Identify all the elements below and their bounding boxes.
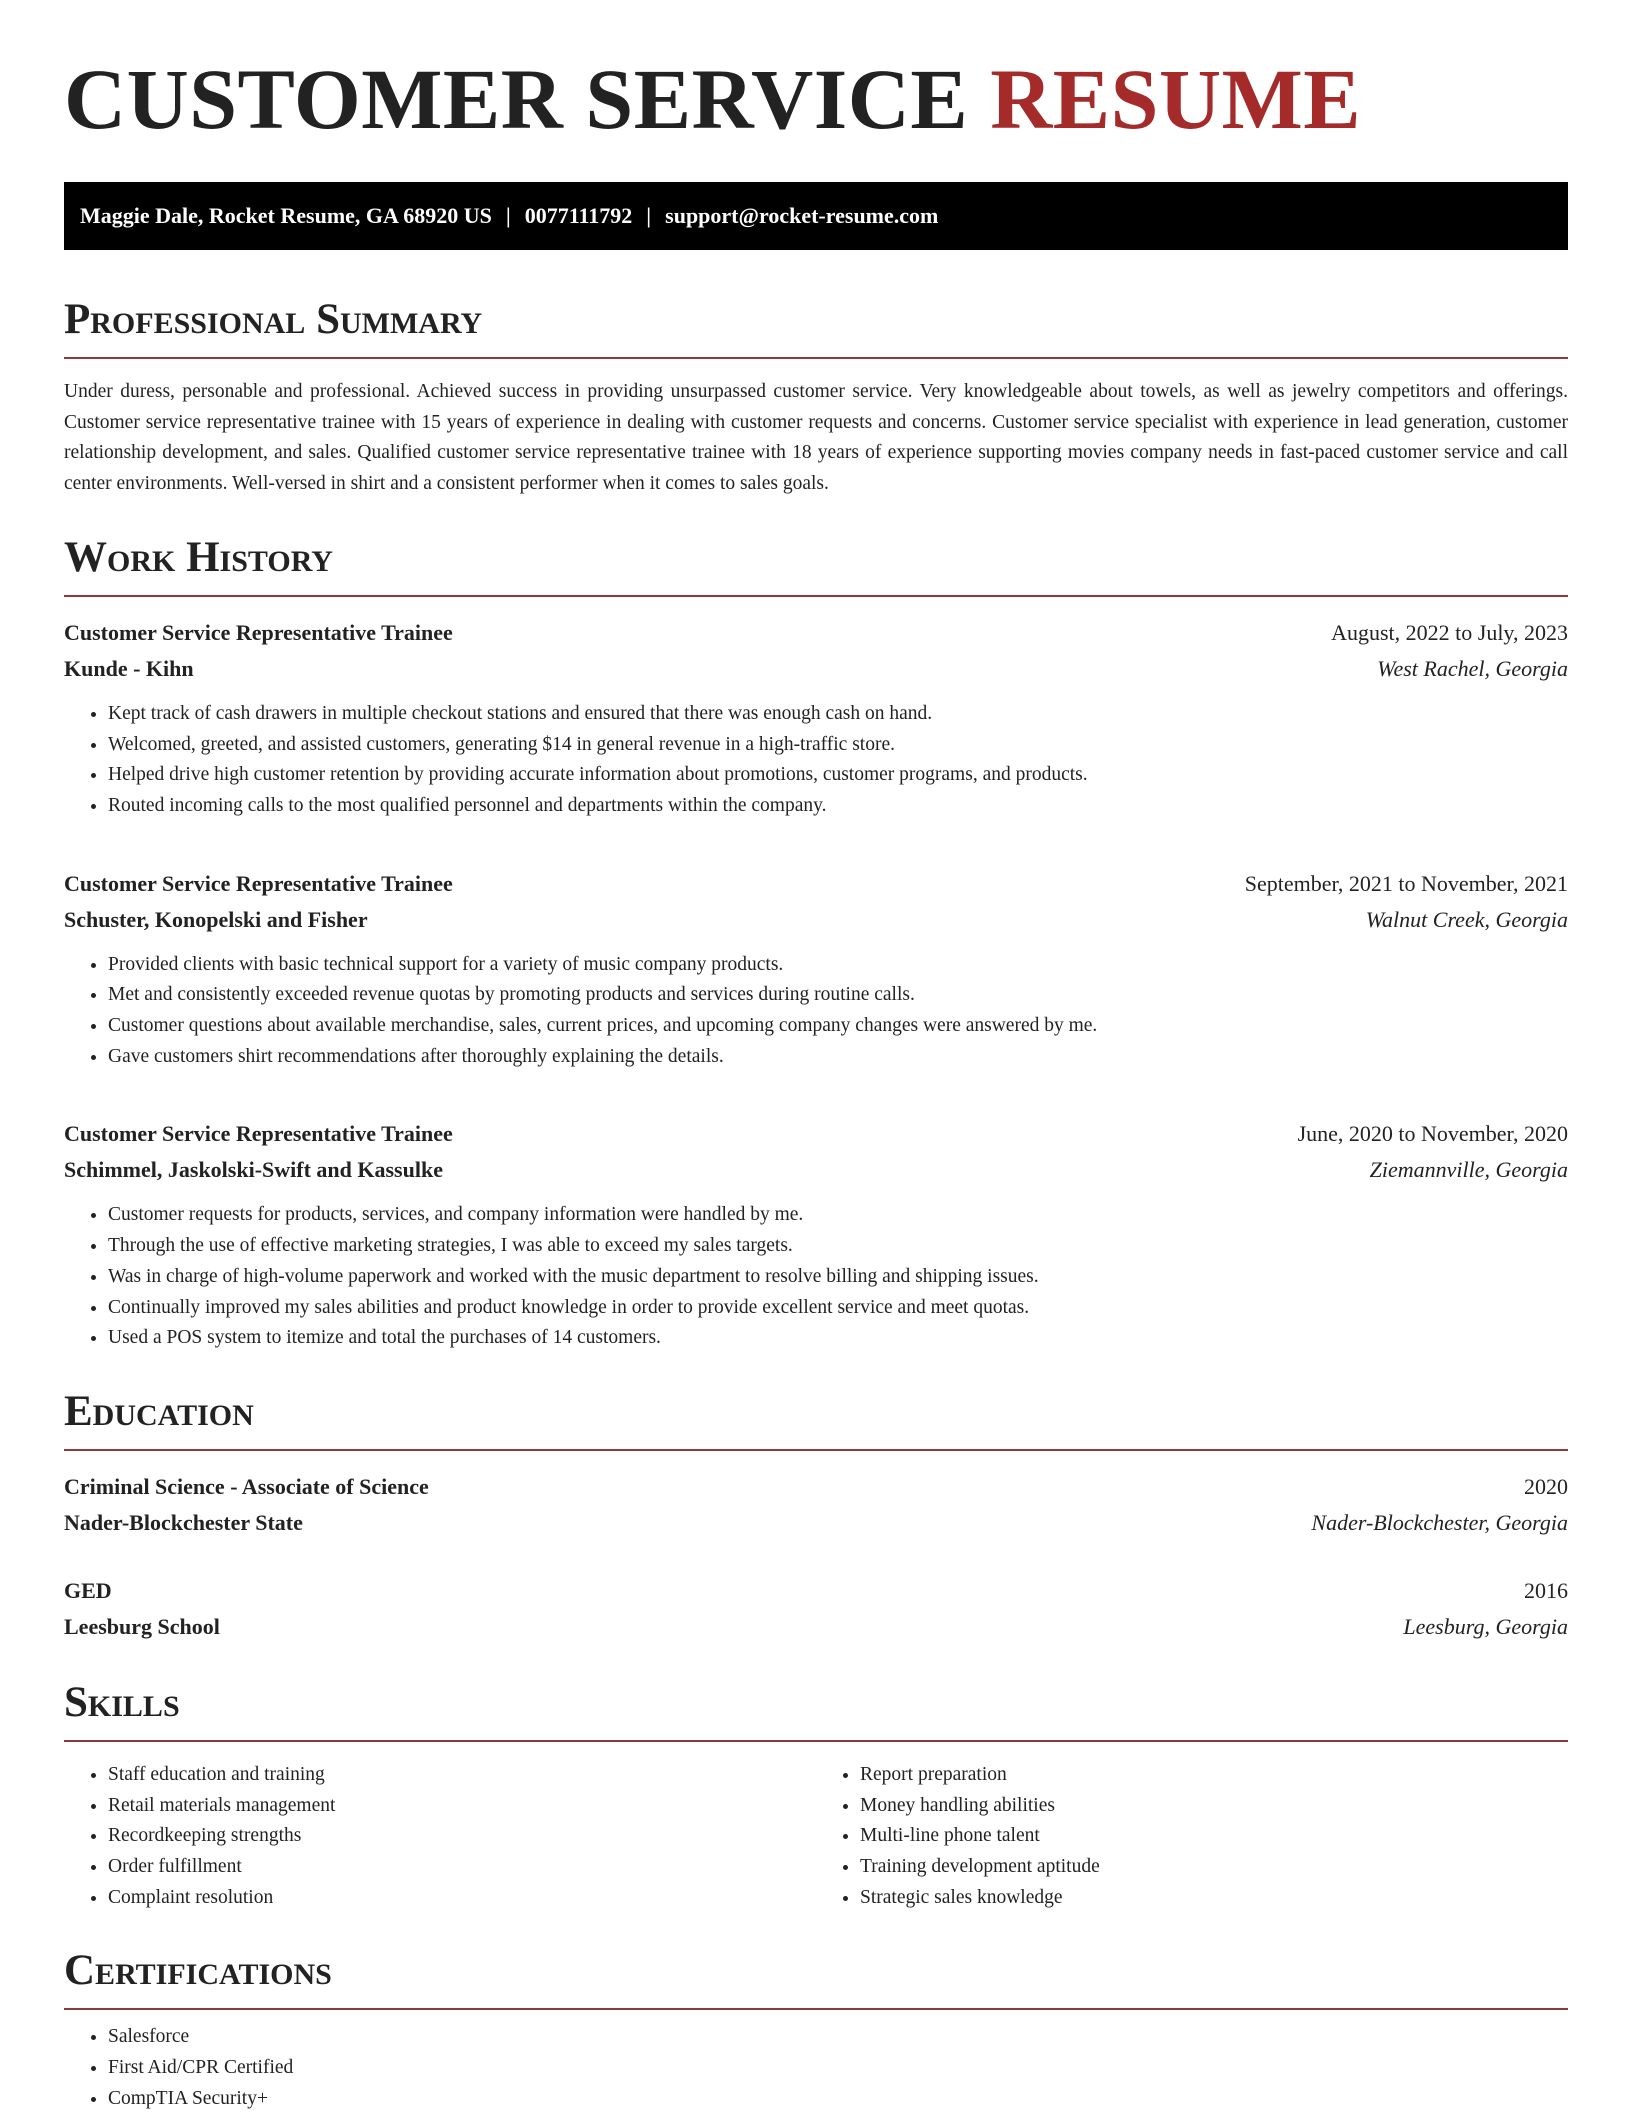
contact-phone: 0077111792	[524, 203, 633, 228]
skill-item: • Money handling abilities	[860, 1791, 1568, 1822]
education-year: 2016	[1524, 1577, 1568, 1603]
education-school: Leesburg School	[64, 1613, 220, 1639]
education-degree-row	[64, 1573, 1568, 1609]
skill-item: • Retail materials management	[108, 1791, 816, 1822]
education-school: Nader-Blockchester State	[64, 1509, 303, 1535]
job-company-row	[64, 651, 1568, 687]
education-year: 2020	[1524, 1473, 1568, 1499]
job-bullet: • Gave customers shirt recommendations after thoroughly explaining the details.	[108, 1042, 1568, 1073]
education-location: Nader-Blockchester, Georgia	[1311, 1509, 1568, 1535]
job-bullets	[64, 950, 1568, 1073]
section-divider	[64, 357, 1568, 359]
education-degree: GED	[64, 1577, 112, 1603]
job-bullet: • Met and consistently exceeded revenue quotas by promoting products and services during routine calls.	[108, 980, 1568, 1011]
education-location: Leesburg, Georgia	[1403, 1613, 1568, 1639]
skill-item: • Strategic sales knowledge	[860, 1883, 1568, 1914]
certifications-list	[64, 2022, 1568, 2114]
job-entry	[64, 615, 1568, 822]
job-bullet: • Welcomed, greeted, and assisted customers, generating $14 in general revenue in a high-traffic store.	[108, 730, 1568, 761]
skills-column-left	[64, 1760, 816, 1914]
section-heading-summary: Professional Summary	[64, 296, 483, 343]
job-bullet: • Customer requests for products, services, and company information were handled by me.	[108, 1200, 1568, 1231]
job-title: Customer Service Representative Trainee	[64, 619, 453, 645]
contact-bar	[64, 182, 1568, 250]
skills-column-right	[816, 1760, 1568, 1914]
job-bullets	[64, 1200, 1568, 1354]
education-degree: Criminal Science - Associate of Science	[64, 1473, 429, 1499]
job-bullet: • Provided clients with basic technical support for a variety of music company products.	[108, 950, 1568, 981]
job-entry	[64, 866, 1568, 1073]
skill-item: • Recordkeeping strengths	[108, 1821, 816, 1852]
resume-title	[64, 51, 1568, 147]
job-location: Ziemannville, Georgia	[1369, 1157, 1568, 1183]
section-heading-skills: Skills	[64, 1678, 180, 1726]
skill-item: • Multi-line phone talent	[860, 1821, 1568, 1852]
job-bullet: • Was in charge of high-volume paperwork and worked with the music department to resolve billing and shipping issues.	[108, 1262, 1568, 1293]
education-section	[64, 1387, 1568, 1645]
job-company: Kunde - Kihn	[64, 655, 194, 681]
certification-item: • Salesforce	[108, 2022, 1568, 2053]
job-location: Walnut Creek, Georgia	[1365, 906, 1568, 932]
job-bullet: • Kept track of cash drawers in multiple checkout stations and ensured that there was enough cash on hand.	[108, 699, 1568, 730]
title-accent: RESUME	[990, 51, 1362, 147]
section-divider	[64, 1740, 1568, 1742]
contact-email: support@rocket-resume.com	[665, 203, 939, 228]
contact-separator: |	[646, 203, 652, 228]
title-main: CUSTOMER SERVICE	[64, 51, 969, 147]
skill-item: • Order fulfillment	[108, 1852, 816, 1883]
job-company-row	[64, 902, 1568, 938]
job-bullet: • Used a POS system to itemize and total the purchases of 14 customers.	[108, 1323, 1568, 1354]
section-heading-work-history: Work History	[64, 533, 333, 581]
contact-separator: |	[505, 203, 511, 228]
job-company: Schimmel, Jaskolski-Swift and Kassulke	[64, 1157, 443, 1183]
job-entry	[64, 1116, 1568, 1354]
job-title: Customer Service Representative Trainee	[64, 1121, 453, 1147]
skill-item: • Complaint resolution	[108, 1883, 816, 1914]
skills-section	[64, 1678, 1568, 1914]
skill-item: • Report preparation	[860, 1760, 1568, 1791]
section-divider	[64, 595, 1568, 597]
education-school-row	[64, 1505, 1568, 1541]
summary-section	[64, 298, 1568, 500]
job-bullet: • Customer questions about available merchandise, sales, current prices, and upcoming company changes were answered by me.	[108, 1011, 1568, 1042]
education-degree-row	[64, 1469, 1568, 1505]
skills-grid	[64, 1760, 1568, 1914]
section-heading-education: Education	[64, 1387, 254, 1435]
skill-item: • Staff education and training	[108, 1760, 816, 1791]
certifications-section	[64, 1949, 1568, 2114]
job-bullets	[64, 699, 1568, 822]
job-dates: August, 2022 to July, 2023	[1331, 619, 1568, 645]
certification-item: • First Aid/CPR Certified	[108, 2053, 1568, 2084]
job-bullet: • Continually improved my sales abilities and product knowledge in order to provide excellent service and meet quotas.	[108, 1293, 1568, 1324]
summary-text: Under duress, personable and professional. Achieved success in providing unsurpassed customer service. Very knowledgeable about towels, as well as jewelry competitors and offerings. Customer service representative trainee with 15 years of experience in dealing with customer requests and concerns. Customer service specialist with experience in lead generation, customer relationship development, and sales. Qualified customer service representative trainee with 18 years of experience supporting movies company needs in fast-paced customer service and call center environments. Well-versed in shirt and a consistent performer when it comes to sales goals.	[64, 381, 1568, 495]
section-divider	[64, 2008, 1568, 2010]
job-header-row	[64, 615, 1568, 651]
job-bullet: • Through the use of effective marketing strategies, I was able to exceed my sales targets.	[108, 1231, 1568, 1262]
skill-item: • Training development aptitude	[860, 1852, 1568, 1883]
section-divider	[64, 1449, 1568, 1451]
job-company-row	[64, 1152, 1568, 1188]
education-entry	[64, 1573, 1568, 1645]
job-bullet: • Routed incoming calls to the most qualified personnel and departments within the company.	[108, 791, 1568, 822]
job-dates: June, 2020 to November, 2020	[1297, 1121, 1568, 1147]
job-header-row	[64, 1116, 1568, 1152]
work-history-section	[64, 533, 1568, 1354]
job-header-row	[64, 866, 1568, 902]
certification-item: • CompTIA Security+	[108, 2084, 1568, 2115]
contact-address: Maggie Dale, Rocket Resume, GA 68920 US	[80, 203, 492, 228]
education-school-row	[64, 1609, 1568, 1645]
job-dates: September, 2021 to November, 2021	[1244, 870, 1568, 896]
job-company: Schuster, Konopelski and Fisher	[64, 906, 368, 932]
job-bullet: • Helped drive high customer retention by providing accurate information about promotions, customer programs, and products.	[108, 760, 1568, 791]
job-location: West Rachel, Georgia	[1377, 655, 1568, 681]
section-heading-certifications: Certifications	[64, 1947, 332, 1995]
education-entry	[64, 1469, 1568, 1541]
job-title: Customer Service Representative Trainee	[64, 870, 453, 896]
